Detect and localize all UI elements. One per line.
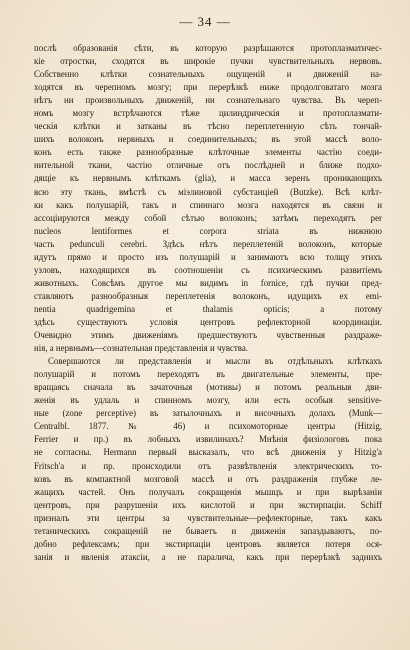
text-line: нѣтъ ни произвольныхъ движеній, ни сознательнаго чувства. Въ череп-	[34, 95, 382, 106]
text-line: ходятся въ черепномъ мозгу; при перерѣзкѣ ниже продолговатаго мозга	[34, 82, 382, 93]
text-line: жащихъ частей. Онъ получалъ сокращенія мышцъ и при вырѣзаніи	[34, 486, 382, 497]
text-line: Совершаются ли представленія и мысли въ отдѣльныхъ клѣткахъ	[48, 356, 382, 367]
text-line: не согласны. Hermann первый высказалъ, что всѣ движенія у Hitzig'a	[34, 447, 382, 458]
text-line: Centralbl. 1877. № 46) и психомоторные центры (Hitzig,	[34, 421, 382, 432]
text-line: ные (zone perceptive) въ затылочныхъ и височныхъ долахъ (Munk—	[34, 408, 382, 419]
text-line: Очевидно этимъ движеніямъ предшествуютъ чувственныя раздраже-	[34, 330, 382, 341]
text-line: центровъ, при разрушеніи ихъ кислотой и при экстирпаціи. Schiff	[34, 499, 382, 510]
text-line: нительной ткани, частію отличные отъ послѣдней и ближе подхо-	[34, 160, 382, 171]
text-line: вращаясь сначала въ зачаточныя (мотивы) и потомъ реальныя дви-	[34, 382, 382, 393]
text-line: занія и явленія атаксіи, а не паралича, какъ при перерѣзкѣ заднихъ	[34, 551, 382, 562]
text-line: нія, а нервнымъ—сознательная представленія и чувства.	[34, 343, 249, 354]
text-line: часть pedunculi cerebri. Здѣсь нѣтъ переплетеній волоконъ, которые	[34, 238, 382, 249]
text-line: добно рефлексамъ; при экстирпаціи центровъ является потеря ося-	[34, 538, 382, 549]
text-line: nentia quadrigemina et thalamis opticis; а потому	[34, 303, 382, 314]
text-line: ковъ въ компактной мозговой массѣ и отъ раздраженія глубже ле-	[34, 473, 382, 484]
text-line: узловъ, находящихся въ соотношеніи съ психическимъ развитіемъ	[34, 264, 382, 275]
text-line: всю эту ткань, вмѣстѣ съ міэлиновой субстанціей (Butzke). Всѣ клѣт-	[34, 186, 382, 197]
text-line: ки какъ полушарій, такъ и спиннаго мозга находятся въ связи и	[34, 199, 382, 210]
text-line: ассоціируются между собой сѣтью волоконъ; затѣмъ переходятъ per	[34, 212, 382, 223]
text-line: ческія клѣтки и затканы въ тѣсно переплетенную сѣть тончай-	[34, 121, 382, 132]
text-line: ставляютъ разнообразныя переплетенія волоконъ, идущихъ ex emi-	[34, 290, 382, 301]
page-number: — 34 —	[179, 14, 231, 29]
text-line: конъ есть также разнообразные клѣточные элементы частію соеди-	[34, 147, 382, 158]
body-text	[34, 42, 382, 564]
text-line: номъ мозгу встрѣчаются тѣже цилиндрическія и протоплазмати-	[34, 108, 382, 119]
text-line: шихъ волоконъ нервныхъ и соединительныхъ; въ этой массѣ воло-	[34, 134, 382, 145]
text-line: здѣсь существуютъ условія центровъ рефлекторной координаціи.	[34, 316, 382, 327]
text-line: призналъ эти центры за чувствительные—рефлекторные, такъ какъ	[34, 512, 382, 523]
text-line: Собственно клѣтки сознательныхъ ощущеній и движеній на-	[34, 69, 382, 80]
text-line: дящіе къ нервнымъ клѣткамъ (glia), и масса зеренъ проникающихъ	[34, 173, 382, 184]
text-line: послѣ образованія сѣти, въ которую разрѣшаются протоплазматичес-	[34, 43, 382, 53]
text-line: Ferrier и пр.) въ лобныхъ извилинахъ? Мнѣнія физіологовъ пока	[34, 434, 382, 445]
text-line: кіе отростки, сходятся въ широкіе пучки чувствительныхъ нервовъ.	[34, 56, 382, 67]
text-line: женія въ удлаль и спинномъ мозгу, или есть особыя sensitive-	[34, 395, 382, 406]
text-line: nucleos lentiformes et corpora striata въ нижнюю	[34, 225, 382, 236]
text-line: идутъ прямо и просто изъ полушарій и занимаютъ всю толщу этихъ	[34, 251, 382, 262]
text-line: тетаническихъ сокращеній не бываетъ и движенія запаздываютъ, по-	[34, 525, 382, 536]
text-line: полушарій и потомъ переходятъ въ двигательные элементы, пре-	[34, 369, 382, 380]
text-line: Fritsch'a и пр. происходили отъ развѣтвленія электрическихъ то-	[34, 460, 382, 471]
text-line: животныхъ. Совсѣмъ другое мы видимъ in fornice, гдѣ пучки пред-	[34, 277, 382, 288]
